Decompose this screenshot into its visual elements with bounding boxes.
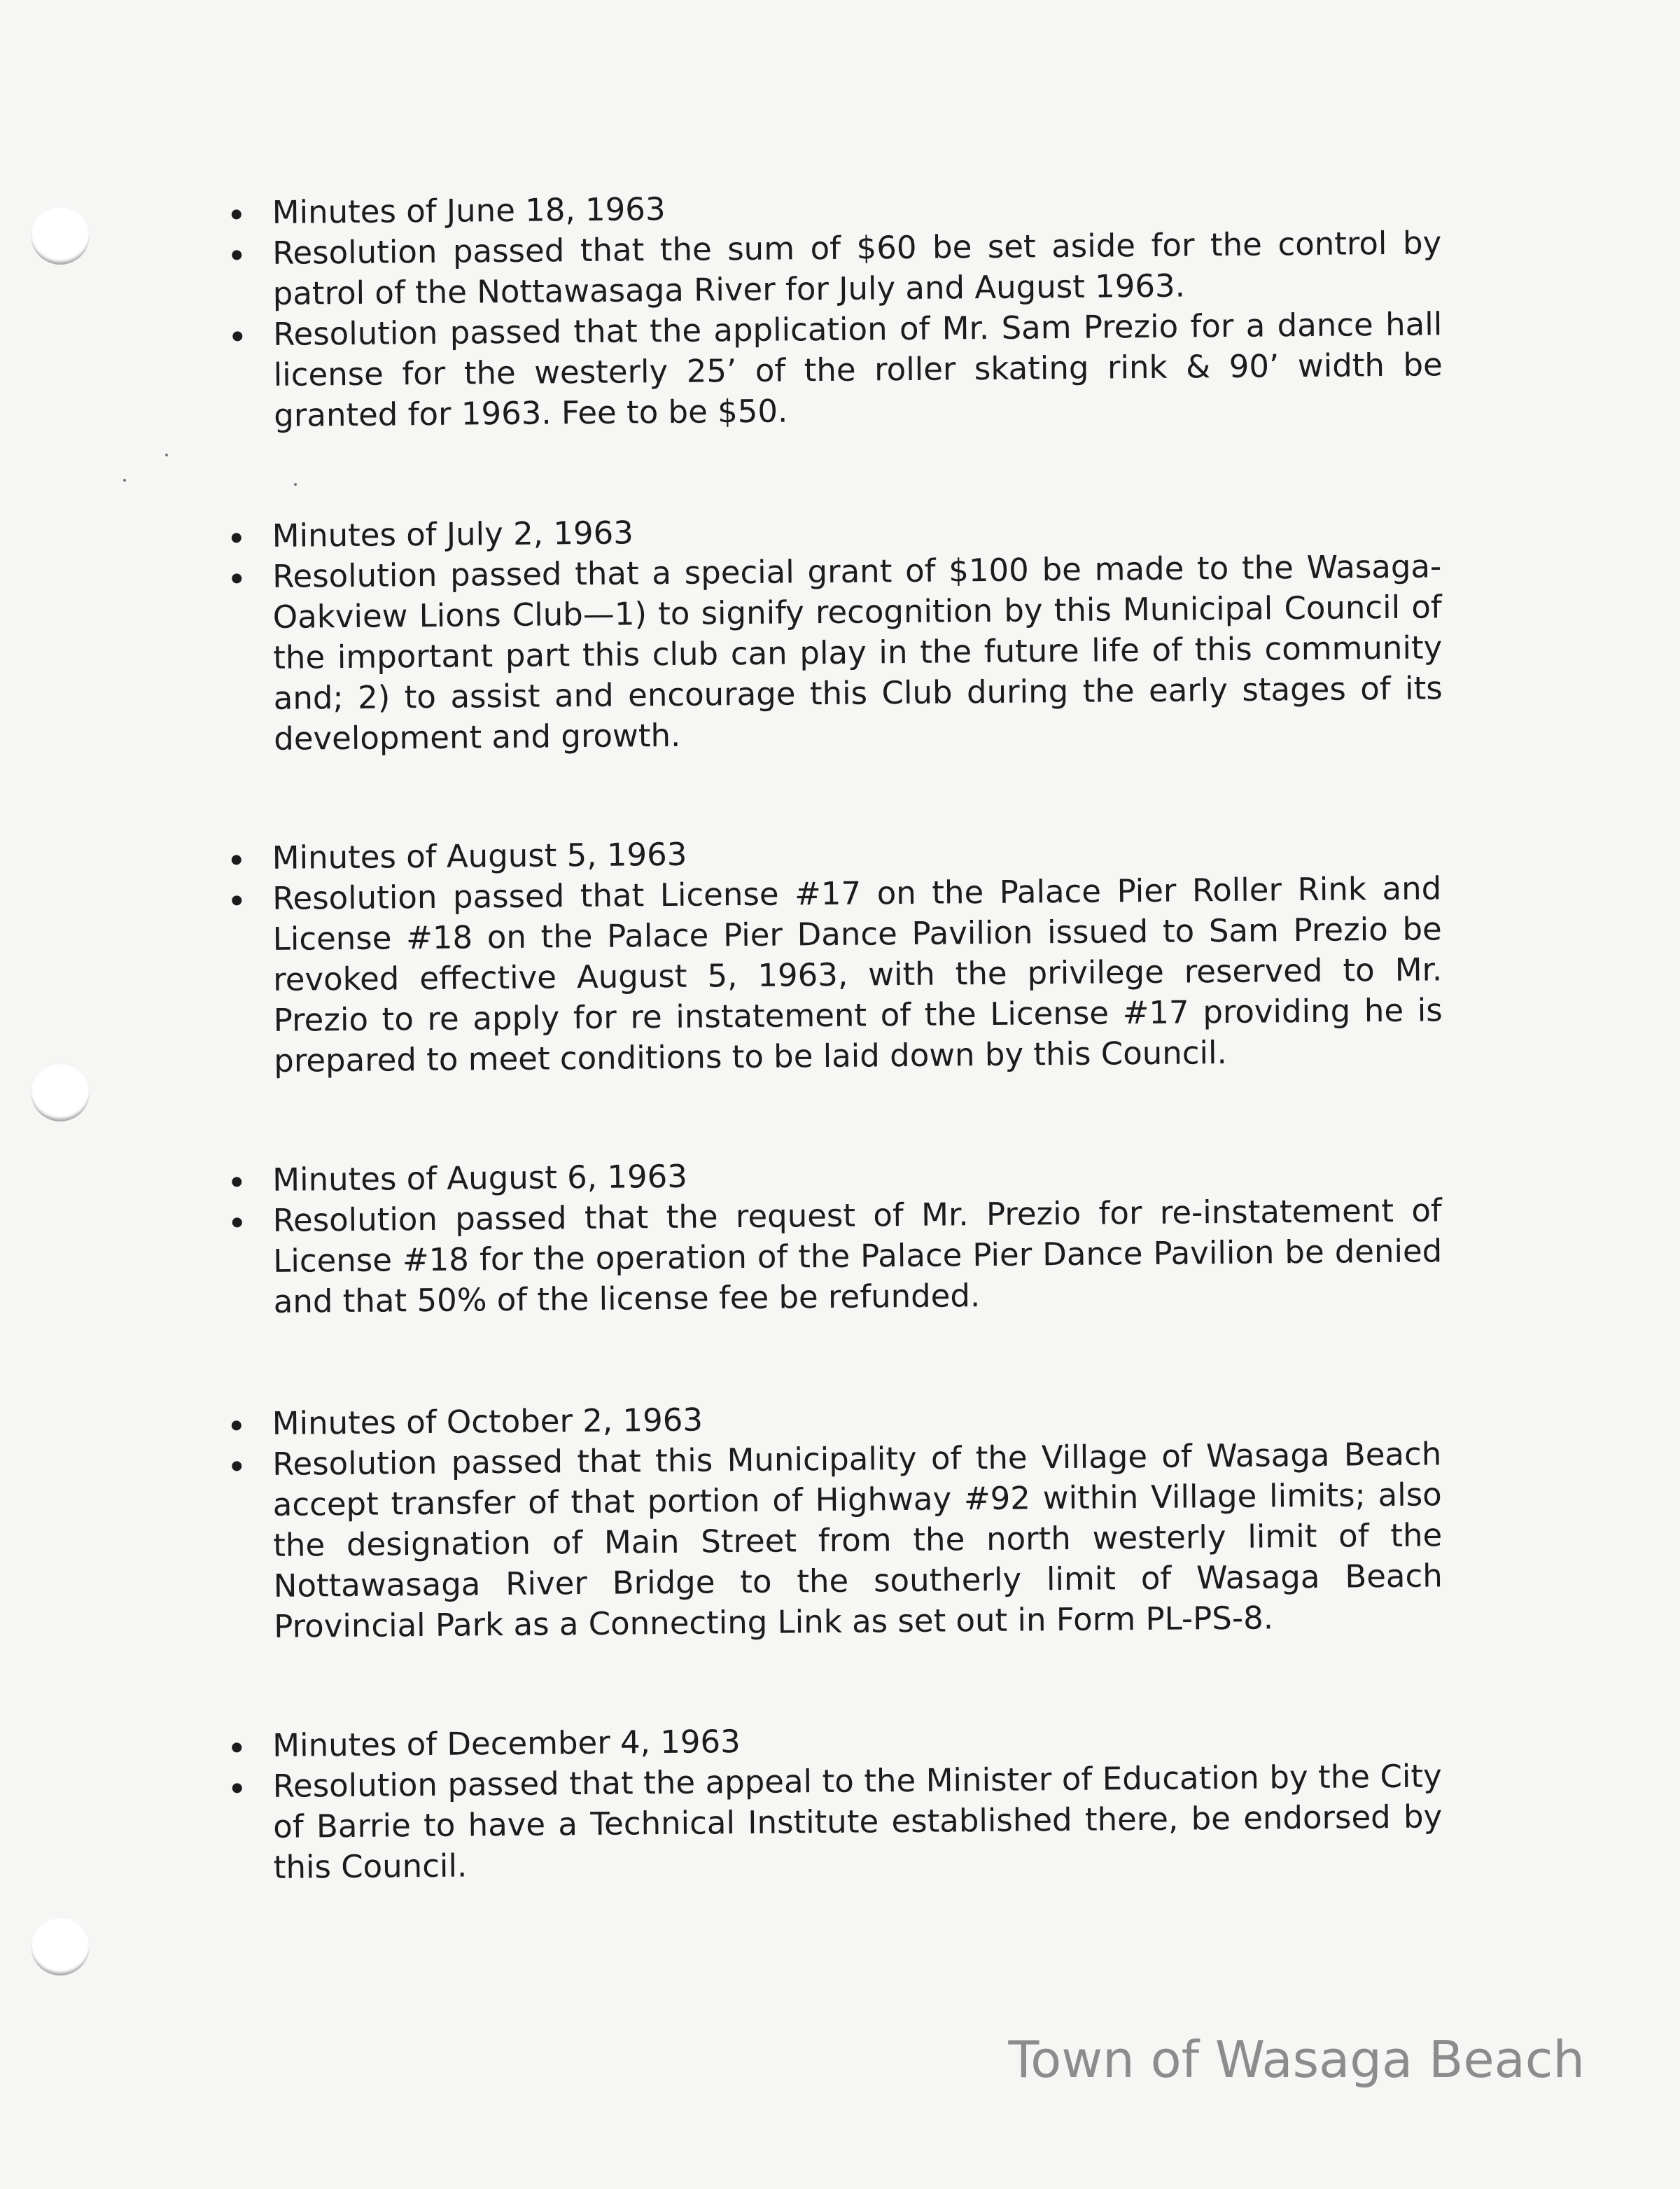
minutes-date-text: Minutes of July 2, 1963 (272, 514, 634, 554)
bullet-icon (232, 1461, 241, 1471)
punch-hole (31, 1063, 90, 1121)
minutes-entry (209, 1715, 1443, 1888)
minutes-date-text: Minutes of December 4, 1963 (272, 1723, 741, 1764)
minutes-date-text: Minutes of August 6, 1963 (272, 1157, 688, 1198)
scan-speck (165, 454, 168, 456)
bullet-icon (232, 533, 241, 543)
minutes-entry (209, 1149, 1443, 1322)
punch-hole (31, 1917, 90, 1975)
resolution-text: Resolution passed that the request of Mr. Prezio for re-instatement of License #18 for the operation of the Palace Pier Dance Pavilion be denied and that 50% of the license fee be refunded. (272, 1191, 1443, 1320)
resolution-item (209, 868, 1443, 1082)
resolution-item (210, 1756, 1443, 1888)
bullet-icon (232, 573, 241, 583)
resolution-item (209, 1434, 1443, 1647)
resolution-text: Resolution passed that the appeal to the Minister of Education by the City of Barrie to have a Technical Institute established there, be endorsed by this Council. (272, 1757, 1443, 1886)
bullet-icon (232, 1177, 241, 1187)
resolution-item (210, 304, 1443, 436)
punch-hole (31, 206, 90, 265)
minutes-date-text: Minutes of June 18, 1963 (272, 190, 666, 231)
resolution-text: Resolution passed that the application of Mr. Sam Prezio for a dance hall license for the westerly 25’ of the roller skating rink & 90’ width be granted for 1963. Fee to be $50. (273, 305, 1443, 434)
resolution-item (209, 546, 1443, 760)
minutes-date-text: Minutes of October 2, 1963 (272, 1401, 704, 1442)
bullet-icon (232, 855, 241, 865)
bullet-icon (232, 1742, 241, 1752)
bullet-icon (232, 1217, 242, 1227)
bullet-icon (232, 895, 241, 905)
resolution-item (210, 1190, 1443, 1322)
watermark: Town of Wasaga Beach (1008, 2030, 1585, 2089)
resolution-text: Resolution passed that the sum of $60 be set aside for the control by patrol of the Nottawasaga River for July and August 1963. (272, 224, 1442, 312)
resolution-item (209, 223, 1442, 314)
scan-speck (123, 479, 126, 482)
minutes-entry (209, 182, 1443, 436)
bullet-icon (232, 250, 241, 260)
minutes-entry (209, 827, 1443, 1082)
minutes-date-text: Minutes of August 5, 1963 (272, 835, 687, 876)
bullet-icon (232, 209, 241, 219)
bullet-icon (232, 1783, 242, 1793)
minutes-entry (209, 505, 1443, 760)
minutes-entry (209, 1393, 1443, 1647)
resolution-text: Resolution passed that a special grant of $100 be made to the Wasaga-Oakview Lions Club—1) to signify recognition by this Municipal Council of the important part this club can play in the future life of this community and; 2) to assist and encourage this Club during the early stages of its development and growth. (272, 547, 1443, 757)
bullet-icon (232, 1420, 241, 1430)
resolution-text: Resolution passed that License #17 on the Palace Pier Roller Rink and License #18 on the Palace Pier Dance Pavilion issued to Sam Prezio be revoked effective August 5, 1963, with the privilege reserved to Mr. Prezio to re apply for re instatement of the License #17 providing he is prepared to meet conditions to be laid down by this Council. (272, 869, 1443, 1079)
scan-speck (294, 483, 297, 486)
resolution-text: Resolution passed that this Municipality of the Village of Wasaga Beach accept transfer of that portion of Highway #92 within Village limits; also the designation of Main Street from the north westerly limit of the Nottawasaga River Bridge to the southerly limit of Wasaga Beach Provincial Park as a Connecting Link as set out in Form PL-PS-8. (272, 1435, 1443, 1645)
bullet-icon (232, 331, 242, 341)
